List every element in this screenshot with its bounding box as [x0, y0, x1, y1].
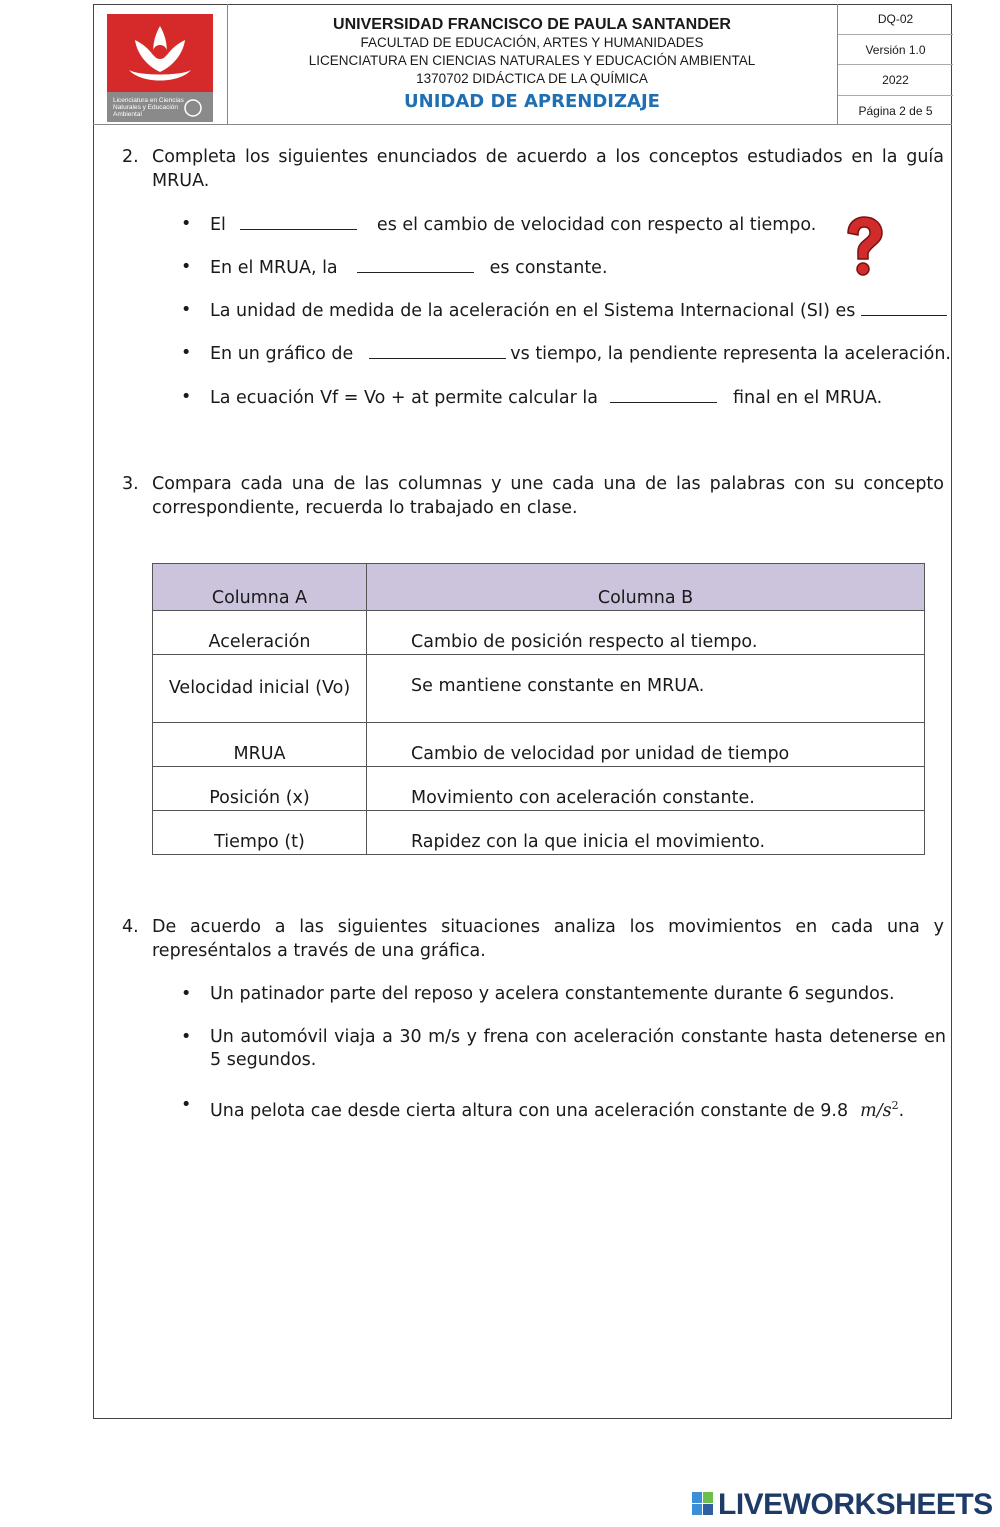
column-a-cell[interactable]: Posición (x)	[153, 767, 367, 811]
bullet-text-after: es constante.	[489, 258, 608, 278]
doc-version: Versión 1.0	[838, 35, 953, 66]
bullet-icon: •	[181, 214, 192, 234]
fill-in-blank[interactable]	[610, 386, 717, 403]
column-a-cell[interactable]: MRUA	[153, 723, 367, 767]
table-row	[153, 767, 925, 811]
logo-cell	[93, 4, 228, 124]
question-number: 3.	[122, 474, 139, 494]
liveworksheets-brand[interactable]: LIVEWORKSHEETS	[718, 1488, 993, 1521]
question-number: 2.	[122, 147, 139, 167]
unit-math: m/s	[860, 1100, 892, 1121]
bullet-text-after: es el cambio de velocidad con respecto al tiempo.	[376, 215, 817, 235]
bullet-text: Un automóvil viaja a 30 m/s y frena con aceleración constante hasta detenerse en 5 segundos.	[210, 1027, 946, 1070]
period: .	[898, 1100, 905, 1121]
question-number: 4.	[122, 917, 139, 937]
fill-in-blank[interactable]	[861, 299, 947, 316]
unit-title: UNIDAD DE APRENDIZAJE	[404, 91, 660, 112]
unit-exponent: 2	[891, 1099, 899, 1112]
bullet-text-after: vs tiempo, la pendiente representa la aceleración.	[510, 344, 951, 364]
bullet-icon: •	[181, 387, 192, 407]
column-a-header: Columna A	[153, 564, 367, 611]
doc-code: DQ-02	[838, 4, 953, 35]
table-row	[153, 811, 925, 855]
bullet-icon: •	[181, 1095, 192, 1115]
column-a-cell[interactable]: Tiempo (t)	[153, 811, 367, 855]
fill-in-blank[interactable]	[357, 256, 474, 273]
liveworksheets-logo-icon	[692, 1492, 714, 1516]
column-b-cell[interactable]: Se mantiene constante en MRUA.	[367, 655, 925, 723]
question-3	[122, 473, 944, 520]
course-name: 1370702 DIDÁCTICA DE LA QUÍMICA	[416, 71, 648, 86]
bullet-icon: •	[181, 1027, 192, 1047]
fill-in-blank[interactable]	[369, 342, 506, 359]
column-b-cell[interactable]: Cambio de velocidad por unidad de tiempo	[367, 723, 925, 767]
table-row	[153, 611, 925, 655]
university-logo	[107, 14, 213, 122]
bullet-icon: •	[181, 343, 192, 363]
question-2	[122, 146, 944, 193]
document-header	[93, 4, 952, 125]
bullet-text-before: La ecuación Vf = Vo + at permite calcular la	[210, 388, 598, 408]
doc-meta	[837, 4, 953, 124]
bullet-text-before: En un gráfico de	[210, 344, 354, 364]
question-text: De acuerdo a las siguientes situaciones analiza los movimientos en cada una y represéntalos a través de una gráfica.	[152, 917, 944, 961]
column-b-cell[interactable]: Rapidez con la que inicia el movimiento.	[367, 811, 925, 855]
bullet-icon: •	[181, 300, 192, 320]
table-row	[153, 723, 925, 767]
bullet-text-before: El	[210, 215, 226, 235]
question-text: Compara cada una de las columnas y une cada una de las palabras con su concepto correspondiente, recuerda lo trabajado en clase.	[152, 474, 944, 518]
column-b-cell[interactable]: Cambio de posición respecto al tiempo.	[367, 611, 925, 655]
q4-bullet-2	[181, 1026, 946, 1072]
table-row	[153, 655, 925, 723]
logo-caption: Licenciatura en Ciencias Naturales y Educación Ambiental	[113, 97, 184, 118]
column-a-cell[interactable]: Velocidad inicial (Vo)	[153, 655, 367, 723]
bullet-icon: •	[181, 984, 192, 1004]
doc-page: Página 2 de 5	[858, 103, 933, 118]
bullet-text-after: final en el MRUA.	[732, 388, 883, 408]
column-b-header: Columna B	[367, 564, 925, 611]
matching-table	[152, 563, 925, 855]
doc-year: 2022	[838, 65, 953, 96]
bullet-text: Un patinador parte del reposo y acelera constantemente durante 6 segundos.	[210, 984, 895, 1004]
university-name: UNIVERSIDAD FRANCISCO DE PAULA SANTANDER	[333, 16, 731, 33]
fill-in-blank[interactable]	[240, 213, 357, 230]
question-text: Completa los siguientes enunciados de acuerdo a los conceptos estudiados en la guía MRUA.	[152, 147, 944, 191]
header-titles	[227, 4, 837, 124]
bullet-text: Una pelota cae desde cierta altura con una aceleración constante de 9.8	[210, 1100, 849, 1121]
column-a-cell[interactable]: Aceleración	[153, 611, 367, 655]
program-name: LICENCIATURA EN CIENCIAS NATURALES Y EDUCACIÓN AMBIENTAL	[308, 53, 756, 68]
bullet-text-before: En el MRUA, la	[210, 258, 338, 278]
faculty-name: FACULTAD DE EDUCACIÓN, ARTES Y HUMANIDADES	[360, 35, 704, 50]
question-mark-icon	[840, 215, 886, 279]
bullet-icon: •	[181, 257, 192, 277]
bullet-text-before: La unidad de medida de la aceleración en el Sistema Internacional (SI) es	[210, 301, 856, 321]
column-b-cell[interactable]: Movimiento con aceleración constante.	[367, 767, 925, 811]
question-4	[122, 916, 944, 963]
